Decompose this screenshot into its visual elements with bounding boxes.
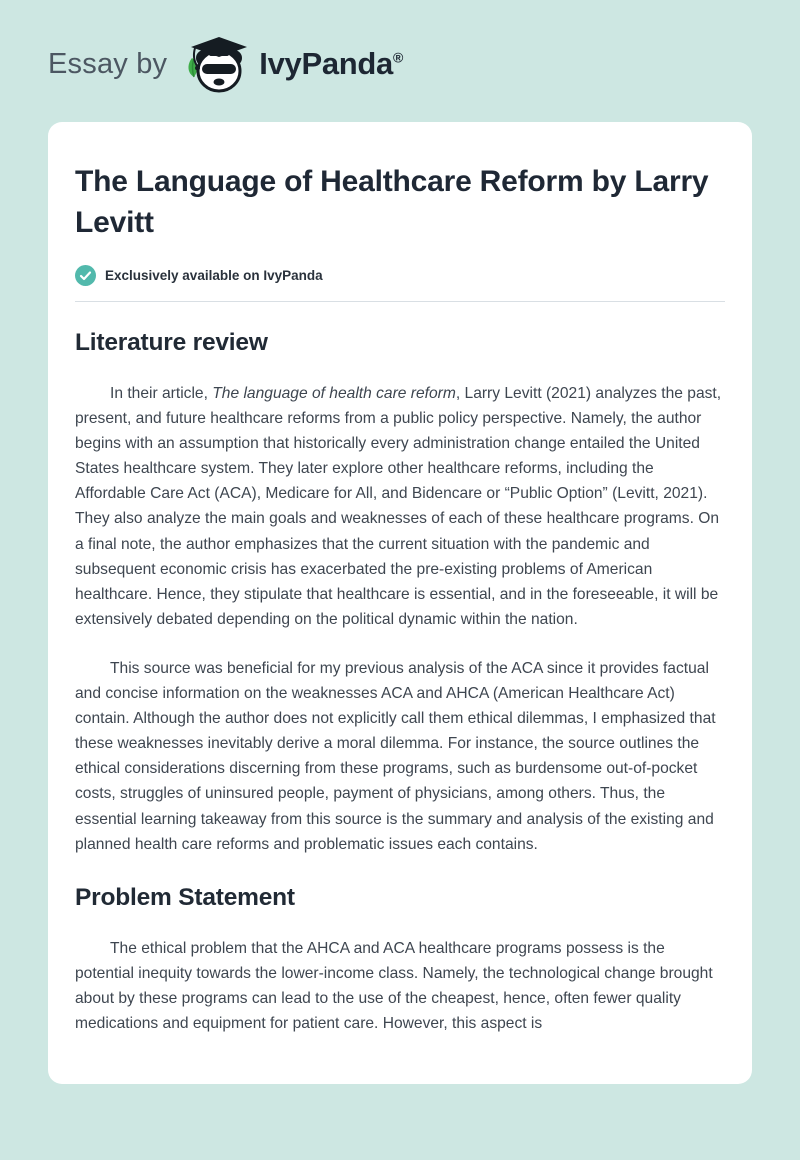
essay-title: The Language of Healthcare Reform by Larry Levitt <box>75 165 709 239</box>
brand-text: IvyPanda <box>259 46 393 81</box>
section-heading-literature-review: Literature review <box>75 329 268 356</box>
essay-card <box>48 122 752 1084</box>
registered-mark: ® <box>393 49 404 66</box>
section-heading-problem-statement: Problem Statement <box>75 883 295 911</box>
essay-by-label: Essay by <box>48 47 168 80</box>
paragraph-text: , Larry Levitt (2021) analyzes the past, present, and future healthcare reforms from a public policy perspective. Namely, the author begins with an assumption that historically every administration change entailed the United States healthcare system. They later explore other healthcare reforms, including the Affordable Care Act (ACA), Medicare for All, and Bidencare or “Public Option” (Levitt, 2021). They also analyze the main goals and weaknesses of each of these healthcare programs. On a final note, the author emphasizes that the current situation with the pandemic and subsequent economic crisis has exacerbated the pre-existing problems of American healthcare. Hence, they stipulate that healthcare is essential, and in the foreseeable, it will be extensively debated depending on the political dynamic within the nation. <box>75 385 722 628</box>
article-title-italic: The language of health care reform <box>212 385 456 402</box>
paragraph-problem-1: The ethical problem that the AHCA and ACA healthcare programs possess is the potential inequity towards the lower-income class. Namely, the technological change brought about by these programs can lead to the use of the cheapest, hence, often fewer quality medications and equipment for patient care. However, this aspect is <box>75 939 713 1032</box>
availability-badge <box>75 265 725 286</box>
paragraph-literature-2: This source was beneficial for my previous analysis of the ACA since it provides factual and concise information on the weaknesses ACA and AHCA (American Healthcare Act) contain. Although the author does not explicitly call them ethical dilemmas, I emphasized that these weaknesses inevitably derive a moral dilemma. For instance, the source outlines the ethical considerations discerning from these programs, such as burdensome out-of-pocket costs, struggles of uninsured people, payment of physicians, among others. Thus, the essential learning takeaway from this source is the summary and analysis of the existing and planned health care reforms and problematic issues each contains. <box>75 659 716 853</box>
divider <box>75 301 725 302</box>
paragraph-text: In their article, <box>110 385 213 402</box>
ivypanda-panda-logo-icon <box>185 36 249 96</box>
page-header <box>0 0 800 122</box>
check-icon <box>75 265 96 286</box>
availability-text: Exclusively available on IvyPanda <box>105 268 323 283</box>
brand-name <box>259 46 403 82</box>
paragraph-literature-1 <box>75 381 725 632</box>
